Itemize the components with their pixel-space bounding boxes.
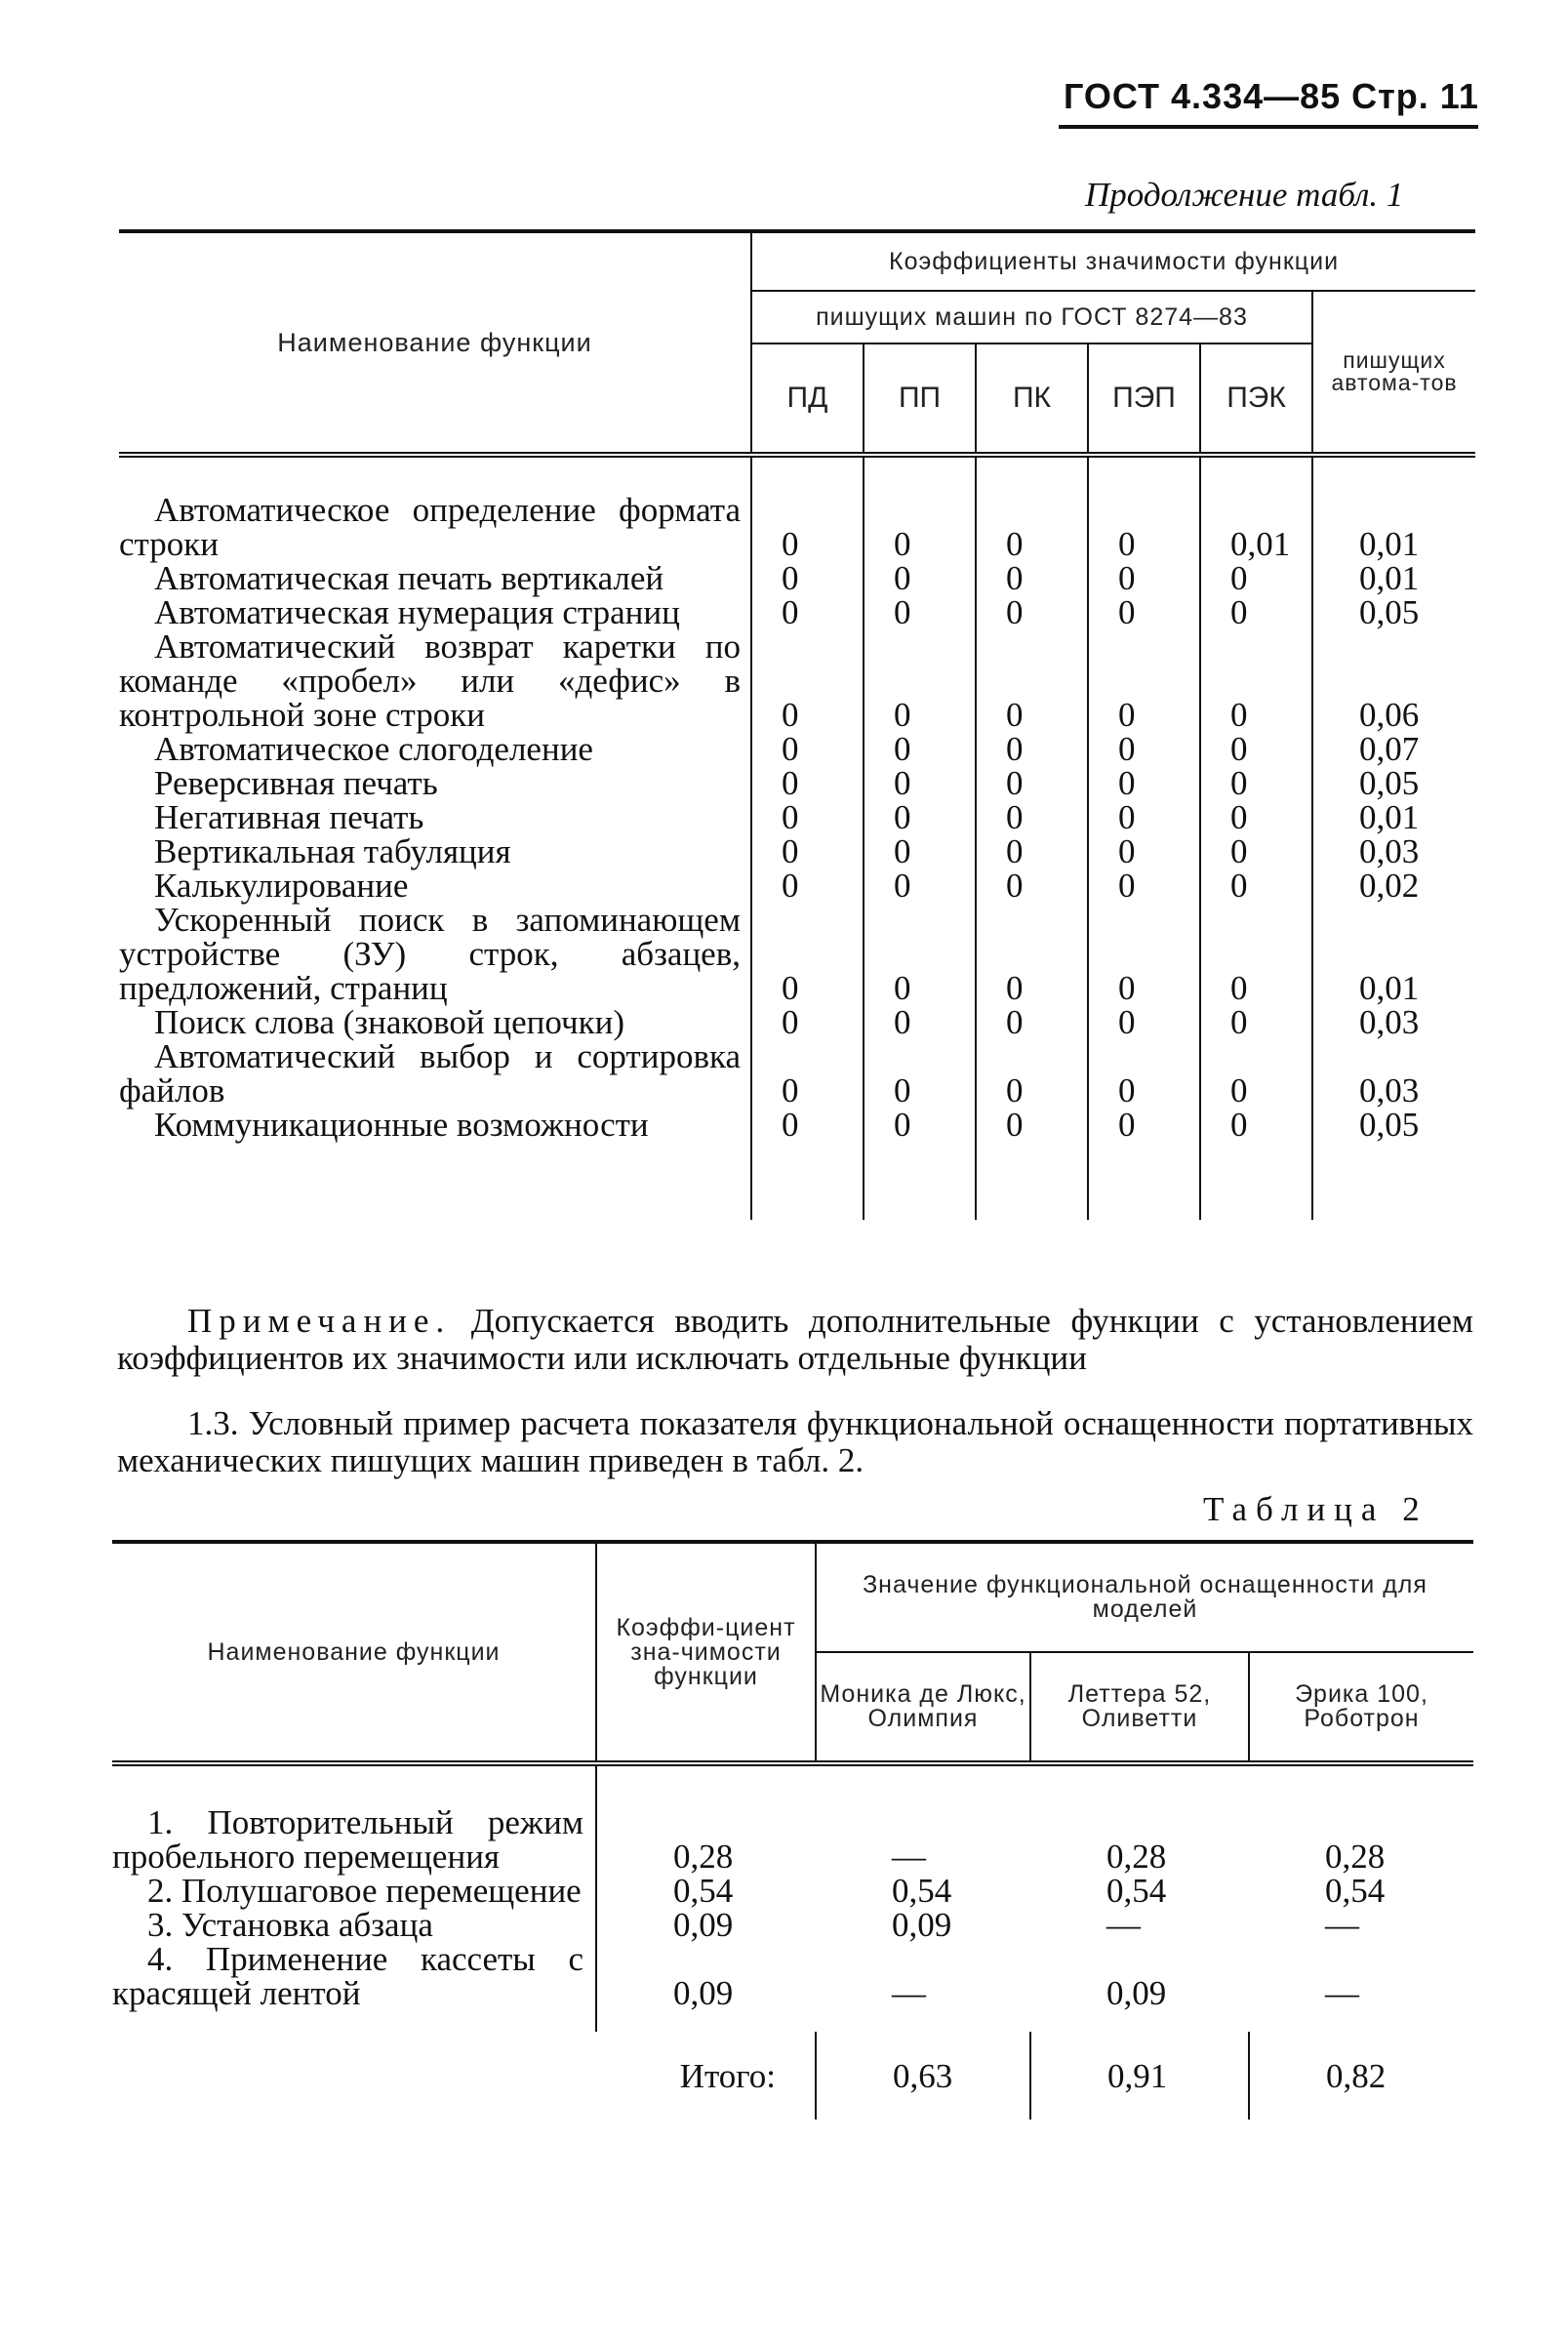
table1-cell: 0	[751, 766, 864, 800]
table1-row	[119, 732, 1475, 766]
table2-cell: 0,09	[892, 1906, 952, 1944]
table2-header-coef: Коэффи-циент зна-чимости функции	[596, 1542, 816, 1763]
table2-row-name	[112, 1874, 596, 1908]
table1-cell: 0	[1200, 629, 1312, 732]
table1-cell: 0	[1200, 800, 1312, 834]
table2-cell: —	[892, 1838, 926, 1876]
table1-cell: 0	[1088, 1005, 1200, 1039]
table2-row	[112, 1874, 1473, 1908]
table1-cell: 0	[1088, 595, 1200, 629]
table1-cell: 0	[1088, 1108, 1200, 1142]
table1-end-cell	[976, 1142, 1088, 1220]
table1-cell-auto: 0,07	[1359, 730, 1420, 768]
table1-row-name	[119, 732, 751, 766]
table2-spacer-cell	[1249, 1763, 1473, 1805]
table1-cell-auto: 0,01	[1359, 525, 1420, 563]
table1-cell: 0	[751, 869, 864, 903]
table1-cell: 0	[1088, 869, 1200, 903]
table2-cell-coef: 0,09	[673, 1906, 734, 1944]
table1	[119, 229, 1475, 1220]
table1-row-name-text: Негативная печать	[154, 798, 424, 836]
table1-cell: 0	[976, 732, 1088, 766]
table1-cell: 0	[976, 1005, 1088, 1039]
table1-row	[119, 1005, 1475, 1039]
table1-end-cell	[119, 1142, 751, 1220]
table2-cell-coef: 0,28	[673, 1838, 734, 1876]
table1-end-cell	[864, 1142, 976, 1220]
table1-cell: 0	[976, 629, 1088, 732]
table1-cell: 0	[751, 595, 864, 629]
table2-total-label: Итого:	[596, 2032, 816, 2120]
paragraph-text: 1.3. Условный пример расчета показателя функциональной оснащенности портативных механических пишущих машин приведен в табл. 2.	[117, 1404, 1473, 1479]
table2-row	[112, 1908, 1473, 1942]
table1-cell: 0	[864, 732, 976, 766]
table1-cell: 0	[864, 493, 976, 561]
table1-row	[119, 561, 1475, 595]
table1-cell: 0	[1088, 766, 1200, 800]
table1-header-sub: пишущих машин по ГОСТ 8274—83	[751, 291, 1312, 343]
table1-header-col: ПП	[864, 343, 976, 455]
table1-cell-auto: 0,03	[1359, 1071, 1420, 1110]
table1-cell: 0	[864, 595, 976, 629]
table1-row-name-text: Поиск слова (знаковой цепочки)	[154, 1003, 624, 1041]
table2-cell: —	[892, 1974, 926, 2012]
table1-cell: 0	[976, 834, 1088, 869]
table1-row-name-text: Автоматическая печать вертикалей	[154, 559, 664, 597]
table1-cell: 0	[976, 903, 1088, 1005]
table1-cell: 0	[864, 800, 976, 834]
table1-cell: 0	[976, 1108, 1088, 1142]
table1-end-cell	[751, 1142, 864, 1220]
table1-cell: 0	[1088, 800, 1200, 834]
table1-row-name	[119, 834, 751, 869]
table1-end-cell	[1200, 1142, 1312, 1220]
table1-cell: 0	[751, 800, 864, 834]
table2-total-blank	[112, 2032, 596, 2120]
table2-cell: 0,54	[1325, 1872, 1386, 1910]
note-label: Примечание.	[187, 1302, 452, 1340]
table1-cell: 0	[864, 1039, 976, 1108]
table1-cell: 0	[976, 561, 1088, 595]
table2-header-model: Эрика 100, Роботрон	[1249, 1652, 1473, 1763]
table1-cell: 0	[1088, 629, 1200, 732]
table1-header-col: ПЭП	[1088, 343, 1200, 455]
table2	[112, 1540, 1473, 2120]
table1-row-name-text: Реверсивная печать	[154, 764, 438, 802]
table2-header-model: Леттера 52, Оливетти	[1030, 1652, 1249, 1763]
table1-cell-auto: 0,03	[1359, 832, 1420, 870]
table2-total-cell: 0,91	[1030, 2032, 1249, 2120]
table2-row-name-text: 1. Повторительный режим пробельного перемещения	[112, 1803, 583, 1876]
table1-row-name	[119, 561, 751, 595]
table1-cell-auto: 0,02	[1359, 867, 1420, 905]
table1-header-col: ПЭК	[1200, 343, 1312, 455]
table1-spacer-cell	[119, 455, 751, 493]
table2-spacer-cell	[1030, 1763, 1249, 1805]
table1-cell: 0	[751, 732, 864, 766]
table1-cell: 0	[1088, 1039, 1200, 1108]
note-text: Допускается вводить дополнительные функции с установлением коэффициентов их значимости или исключать отдельные функции	[117, 1302, 1474, 1377]
table1-row-name-text: Автоматическая нумерация страниц	[154, 593, 680, 631]
table2-spacer-cell	[112, 1763, 596, 1805]
header-rule	[1059, 125, 1478, 129]
table2-row	[112, 1942, 1473, 2010]
table1-row-name	[119, 493, 751, 561]
table1-cell: 0	[751, 834, 864, 869]
table1-cell: 0	[976, 1039, 1088, 1108]
table2-header-group: Значение функциональной оснащенности для моделей	[816, 1542, 1473, 1652]
table1-header-name: Наименование функции	[119, 231, 751, 455]
table1-cell: 0	[1200, 1039, 1312, 1108]
table2-header-model: Моника де Люкс, Олимпия	[816, 1652, 1030, 1763]
table2-cell: 0,54	[1106, 1872, 1167, 1910]
table1-caption: Продолжение табл. 1	[1085, 176, 1404, 214]
table1-header-col: ПК	[976, 343, 1088, 455]
table1-cell: 0	[864, 629, 976, 732]
table2-row-name-text: 2. Полушаговое перемещение	[147, 1872, 582, 1910]
table1-end-cell	[1088, 1142, 1200, 1220]
table2-spacer-cell	[596, 1763, 816, 1805]
table1-note	[117, 1303, 1473, 1377]
table1-row	[119, 869, 1475, 903]
table1-row	[119, 595, 1475, 629]
table1-header-group: Коэффициенты значимости функции	[751, 231, 1475, 291]
table1-cell: 0	[751, 1108, 864, 1142]
table2-row-name-text: 4. Применение кассеты с красящей лентой	[112, 1940, 583, 2012]
table1-cell-auto: 0,05	[1359, 1106, 1420, 1144]
table1-cell: 0	[976, 493, 1088, 561]
table1-row-name-text: Коммуникационные возможности	[154, 1106, 649, 1144]
table1-row-name	[119, 903, 751, 1005]
table1-cell: 0	[1088, 561, 1200, 595]
table1-row	[119, 800, 1475, 834]
table2-gap-cell	[1030, 2010, 1249, 2032]
table2-spacer-cell	[816, 1763, 1030, 1805]
table1-spacer-cell	[864, 455, 976, 493]
table1-cell-auto: 0,05	[1359, 593, 1420, 631]
table1-cell: 0	[976, 766, 1088, 800]
table2-cell: —	[1325, 1906, 1359, 1944]
table1-row-name	[119, 800, 751, 834]
table2-total-cell: 0,63	[816, 2032, 1030, 2120]
table1-spacer-cell	[1200, 455, 1312, 493]
table1-cell-auto: 0,01	[1359, 559, 1420, 597]
table1-row-name-text: Автоматический возврат каретки по команде «пробел» или «дефис» в контрольной зоне строки	[119, 627, 741, 734]
table1-cell: 0	[864, 869, 976, 903]
table1-row-name	[119, 629, 751, 732]
table1-row	[119, 834, 1475, 869]
table1-cell-auto: 0,01	[1359, 798, 1420, 836]
table2-cell: —	[1325, 1974, 1359, 2012]
table1-row-name-text: Вертикальная табуляция	[154, 832, 511, 870]
table2-gap-cell	[1249, 2010, 1473, 2032]
table2-gap-cell	[816, 2010, 1030, 2032]
table1-row-name	[119, 1005, 751, 1039]
table2-row-name	[112, 1908, 596, 1942]
table2-cell: 0,28	[1106, 1838, 1167, 1876]
table1-row-name	[119, 766, 751, 800]
table1-row-name-text: Калькулирование	[154, 867, 409, 905]
table1-header-auto: пишущих автома-тов	[1312, 291, 1475, 455]
table1-cell-auto: 0,03	[1359, 1003, 1420, 1041]
table1-spacer-cell	[976, 455, 1088, 493]
table1-end-cell	[1312, 1142, 1475, 1220]
table1-cell: 0	[1200, 869, 1312, 903]
table1-cell: 0	[864, 1005, 976, 1039]
table2-row	[112, 1805, 1473, 1874]
table2-gap-cell	[112, 2010, 596, 2032]
table1-cell: 0	[1200, 903, 1312, 1005]
table1-cell: 0	[864, 561, 976, 595]
table1-header-col: ПД	[751, 343, 864, 455]
table1-row-name-text: Автоматическое слогоделение	[154, 730, 593, 768]
table1-cell: 0	[1200, 732, 1312, 766]
table1-row-name	[119, 1039, 751, 1108]
table1-cell: 0,01	[1200, 493, 1312, 561]
table1-cell: 0	[976, 869, 1088, 903]
table1-cell: 0	[1088, 493, 1200, 561]
table1-row	[119, 1039, 1475, 1108]
table1-cell: 0	[1200, 766, 1312, 800]
table1-cell: 0	[976, 595, 1088, 629]
table2-row-name	[112, 1805, 596, 1874]
table1-cell: 0	[1088, 903, 1200, 1005]
table1-row-name-text: Автоматический выбор и сортировка файлов	[119, 1037, 741, 1110]
table1-cell: 0	[1200, 1005, 1312, 1039]
table1-row-name	[119, 1108, 751, 1142]
table1-cell: 0	[1088, 732, 1200, 766]
table1-row-name-text: Автоматическое определение формата строки	[119, 491, 741, 563]
table1-cell: 0	[751, 903, 864, 1005]
table2-total-row	[112, 2032, 1473, 2120]
table1-cell-auto: 0,05	[1359, 764, 1420, 802]
table1-cell: 0	[864, 1108, 976, 1142]
table2-row-name-text: 3. Установка абзаца	[147, 1906, 433, 1944]
document-code: ГОСТ 4.334—85 Стр. 11	[1064, 76, 1479, 116]
table2-gap-cell	[596, 2010, 816, 2032]
table1-row	[119, 1108, 1475, 1142]
table1-row-name-text: Ускоренный поиск в запоминающем устройстве (ЗУ) строк, абзацев, предложений, страниц	[119, 901, 741, 1007]
table1-row	[119, 629, 1475, 732]
table2-row-name	[112, 1942, 596, 2010]
table1-row-name	[119, 869, 751, 903]
table2-cell: 0,09	[1106, 1974, 1167, 2012]
table1-cell: 0	[864, 834, 976, 869]
table1-cell: 0	[1200, 595, 1312, 629]
table1-spacer-cell	[1088, 455, 1200, 493]
table2-cell-coef: 0,54	[673, 1872, 734, 1910]
table1-spacer-cell	[751, 455, 864, 493]
paragraph	[117, 1405, 1473, 1479]
table2-total-cell: 0,82	[1249, 2032, 1473, 2120]
table2-caption: Таблица 2	[1203, 1490, 1428, 1528]
table1-row	[119, 493, 1475, 561]
table1-cell: 0	[751, 561, 864, 595]
table1-cell: 0	[864, 903, 976, 1005]
table1-spacer-cell	[1312, 455, 1475, 493]
table1-cell: 0	[751, 1005, 864, 1039]
table1-row	[119, 766, 1475, 800]
table1-cell: 0	[864, 766, 976, 800]
table1-cell-auto: 0,01	[1359, 969, 1420, 1007]
table1-cell: 0	[751, 629, 864, 732]
table1-cell-auto: 0,06	[1359, 696, 1420, 734]
table2-cell: —	[1106, 1906, 1141, 1944]
table1-cell: 0	[1200, 561, 1312, 595]
table1-cell: 0	[1200, 834, 1312, 869]
table2-header-name: Наименование функции	[112, 1542, 596, 1763]
table2-cell: 0,28	[1325, 1838, 1386, 1876]
table1-cell: 0	[751, 493, 864, 561]
table2-cell-coef: 0,09	[673, 1974, 734, 2012]
table1-cell: 0	[1088, 834, 1200, 869]
table1-cell: 0	[751, 1039, 864, 1108]
table1-row	[119, 903, 1475, 1005]
table1-row-name	[119, 595, 751, 629]
table1-cell: 0	[1200, 1108, 1312, 1142]
table1-cell: 0	[976, 800, 1088, 834]
table2-cell: 0,54	[892, 1872, 952, 1910]
